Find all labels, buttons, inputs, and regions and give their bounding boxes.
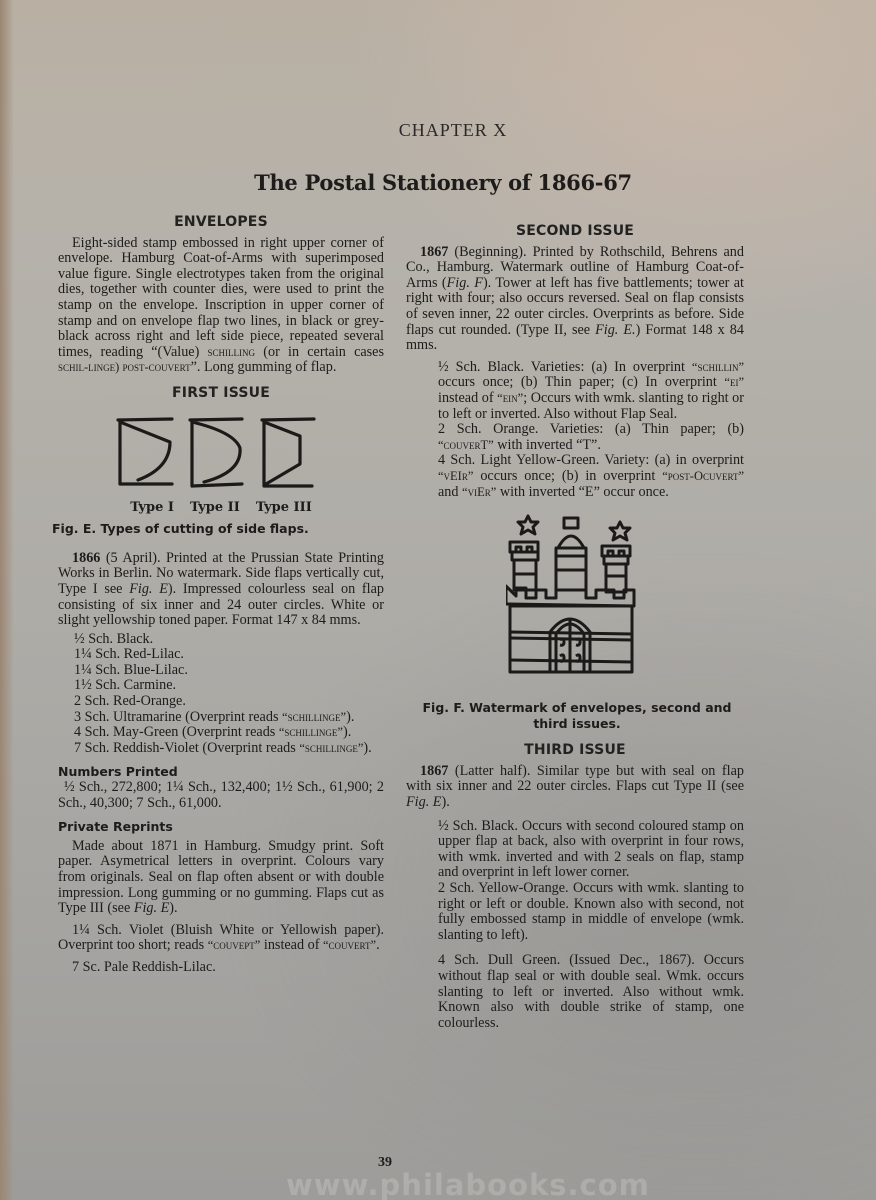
list-item: 1¼ Sch. Blue-Lilac.: [74, 661, 188, 678]
first-issue-paragraph: 1866 (5 April). Printed at the Prussian State Printing Works in Berlin. No watermark. Side flaps vertically cut, Type I see Fig. E). Impressed colourless seal on flap consisting of six inner and 24 outer circles. White or slight yellowship toned paper. Format 147 x 84 mms.: [58, 549, 384, 629]
envelopes-paragraph: Eight-sided stamp embossed in right upper corner of envelope. Hamburg Coat-of-Arms with superimposed value figure. Single electrotypes taken from the original dies, together with counter dies, were used to print the stamp on the envelope. Inscription in upper corner of stamp and on envelope flap two lines, in black or grey-black across right and left side piece, repeated several times, reading “(Value) schilling (or in certain cases schil-linge) post-couvert”. Long gumming of flap.: [58, 234, 385, 376]
watermark-text: www.philabooks.com: [286, 1168, 650, 1200]
type-label: Type III: [255, 499, 312, 515]
list-item: 4 Sch. May-Green (Overprint reads “schillinge”).: [74, 724, 352, 741]
third-issue-items: [406, 819, 744, 1032]
section-heading-first-issue: FIRST ISSUE: [172, 384, 270, 401]
flap-type-2-icon: [190, 419, 242, 486]
section-heading-third-issue: THIRD ISSUE: [524, 742, 626, 759]
private-reprint-item: 1¼ Sch. Violet (Bluish White or Yellowish paper). Overprint too short; reads “couvept” instead of “couvert”.: [58, 921, 384, 954]
list-item: 1¼ Sch. Red-Lilac.: [74, 646, 184, 663]
star-icon: [610, 522, 630, 540]
variety-item: 2 Sch. Orange. Varieties: (a) Thin paper; (b) “couverT” with inverted “T”.: [438, 421, 744, 453]
page-number: 39: [378, 1155, 392, 1170]
list-item: 3 Sch. Ultramarine (Overprint reads “schillinge”).: [74, 708, 355, 725]
chapter-heading: CHAPTER X: [398, 120, 508, 140]
section-heading-envelopes: ENVELOPES: [174, 214, 268, 230]
third-issue-paragraph: 1867 (Latter half). Similar type but with seal on flap with six inner and 22 outer circles. Flaps cut Type II (see Fig. E).: [406, 762, 744, 811]
numbers-printed-heading: Numbers Printed: [58, 764, 178, 780]
right-column: [406, 224, 744, 1031]
figure-e-caption: Fig. E. Types of cutting of side flaps.: [52, 521, 309, 537]
numbers-printed-text: ½ Sch., 272,800; 1¼ Sch., 132,400; 1½ Sch., 61,900; 2 Sch., 40,300; 7 Sch., 61,000.: [58, 779, 384, 811]
hamburg-coat-of-arms-icon: [506, 514, 636, 684]
list-item: 2 Sch. Red-Orange.: [74, 693, 186, 710]
variety-item: 4 Sch. Light Yellow-Green. Variety: (a) in overprint “vEIr” occurs once; (b) in overprint “post-Ocuvert” and “viEr” with inverted “E” occur once.: [438, 452, 744, 500]
flap-type-1-icon: [118, 419, 172, 484]
figure-f-caption: Fig. F. Watermark of envelopes, second and third issues.: [422, 700, 732, 731]
type-label: Type I: [130, 499, 174, 515]
list-item: 7 Sch. Reddish-Violet (Overprint reads “schillinge”).: [74, 739, 372, 756]
section-heading-second-issue: SECOND ISSUE: [515, 223, 635, 239]
flap-type-labels: [58, 500, 384, 516]
private-reprints-paragraph: Made about 1871 in Hamburg. Smudgy print. Soft paper. Asymetrical letters in overprint. Colours vary from originals. Seal on flap often absent or with double impression. Long gumming or no gumming. Flaps cut as Type III (see Fig. E).: [58, 837, 384, 917]
first-issue-values-list: [58, 632, 384, 757]
third-issue-item: ½ Sch. Black. Occurs with second coloured stamp on upper flap at back, also with overprint in four rows, with wmk. inverted and with 2 seals on flap, stamp and overprint in left lower corner.: [438, 817, 744, 881]
star-icon: [518, 516, 538, 534]
type-label: Type II: [189, 499, 240, 515]
list-item: ½ Sch. Black.: [74, 630, 154, 647]
third-issue-item: 4 Sch. Dull Green. (Issued Dec., 1867). Occurs without flap seal or with double seal. Wmk. occurs slanting to left or inverted. Also without wmk. Known also with double strike of stamp, one colourless.: [438, 952, 744, 1031]
second-issue-paragraph: 1867 (Beginning). Printed by Rothschild, Behrens and Co., Hamburg. Watermark outline of Hamburg Coat-of-Arms (Fig. F). Tower at left has five battlements; tower at right with four; also occurs reversed. Seal on flap consists of seven inner, 22 outer circles. Overprints as before. Side flaps cut rounded. (Type II, see Fig. E.) Format 148 x 84 mms.: [406, 243, 744, 354]
flap-type-3-icon: [262, 419, 314, 486]
left-column: [52, 214, 385, 976]
second-issue-varieties: [406, 360, 744, 500]
flap-types-figure: [116, 416, 316, 492]
list-item: 1½ Sch. Carmine.: [74, 677, 177, 694]
page-title: The Postal Stationery of 1866-67: [254, 170, 632, 195]
private-reprints-heading: Private Reprints: [58, 819, 173, 835]
private-reprint-item: 7 Sc. Pale Reddish-Lilac.: [72, 958, 216, 975]
third-issue-item: 2 Sch. Yellow-Orange. Occurs with wmk. slanting to right or left or double. Known also with second, not fully embossed stamp in middle of envelope (wmk. slanting to left).: [438, 880, 744, 943]
variety-item: ½ Sch. Black. Varieties: (a) In overprint “schillin” occurs once; (b) Thin paper; (c) In overprint “ei” instead of “ein”; Occurs with wmk. slanting to right or to left or inverted. Also without Flap Seal.: [438, 358, 744, 422]
